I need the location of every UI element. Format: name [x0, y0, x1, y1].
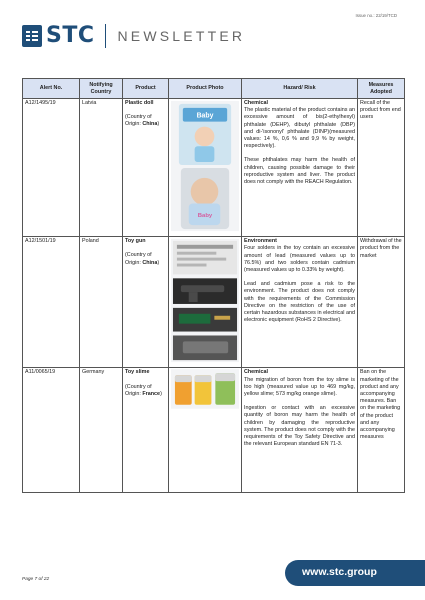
origin-country: China: [142, 121, 158, 128]
product-photo-cell: [169, 99, 242, 237]
col-header-alert-no: Alert No.: [23, 79, 80, 99]
table-row: [23, 99, 405, 237]
risk-description: The plastic material of the product contains an excessive amount of bis(2-ethylhexyl) phthalate (DEHP), dibutyl phthalate (DBP) and di-'isononyl' phthalate (DINP)(measured values: 14 %, 0,6 % and 9,9 % by weight, respectively).: [244, 107, 355, 150]
product-cell: [123, 368, 169, 493]
table-header-row: [23, 79, 405, 99]
hazard-risk-cell: [242, 237, 358, 368]
website-link[interactable]: www.stc.group: [302, 566, 377, 578]
risk-type: Chemical: [244, 369, 268, 376]
measures-adopted: Ban on the marketing of the product and any accompanying measures. Ban on the marketing of the product and any accompanying measures: [358, 368, 405, 493]
product-cell: [123, 237, 169, 368]
risk-consequence: Ingestion or contact with an excessive quantity of boron may harm the health of children by damaging the reproductive system. The product does not comply with the requirements of the Toy Safety Directive and the relevant European standard EN 71-3.: [244, 405, 355, 448]
svg-text:Baby: Baby: [197, 213, 213, 220]
alert-number: A12/1501/19: [23, 237, 80, 368]
measures-adopted: Withdrawal of the product from the market: [358, 237, 405, 368]
alerts-table: [22, 78, 405, 493]
toy-slime-photo: [171, 369, 239, 409]
origin-country: France: [142, 390, 161, 397]
risk-type: Environment: [244, 238, 277, 245]
col-header-product-photo: Product Photo: [169, 79, 242, 99]
col-header-notifying-country: Notifying Country: [80, 79, 123, 99]
country-of-origin: (Country of Origin: China): [125, 252, 160, 266]
product-cell: [123, 99, 169, 237]
product-photo-cell: [169, 237, 242, 368]
issue-number: Issue no.: 22/19/TCD: [355, 13, 397, 18]
risk-type: Chemical: [244, 100, 268, 106]
stc-logo-icon: [22, 25, 42, 47]
country-of-origin: (Country of Origin: China): [125, 114, 160, 128]
hazard-risk-cell: [242, 99, 358, 237]
table-row: [23, 237, 405, 368]
risk-consequence: These phthalates may harm the health of children, causing possible damage to their reproductive system and liver. The product does not comply with the REACH Regulation.: [244, 157, 355, 186]
alert-number: A11/0065/19: [23, 368, 80, 493]
product-name: Toy gun: [125, 238, 146, 245]
col-header-hazard-risk: Hazard/ Risk: [242, 79, 358, 99]
measures-adopted: Recall of the product from end users: [358, 99, 405, 237]
notifying-country: Germany: [80, 368, 123, 493]
page-number: Page 7 of 22: [22, 577, 50, 582]
header-divider: [105, 24, 106, 48]
notifying-country: Poland: [80, 237, 123, 368]
risk-description: The migration of boron from the toy slime is too high (measured value up to 469 mg/kg, yellow slime; 573 mg/kg orange slime).: [244, 376, 355, 398]
country-of-origin: (Country of Origin: France): [125, 383, 162, 397]
hazard-risk-cell: [242, 368, 358, 493]
col-header-measures-adopted: Measures Adopted: [358, 79, 405, 99]
newsletter-title: NEWSLETTER: [117, 28, 246, 44]
product-name: Toy slime: [125, 369, 150, 376]
svg-text:Baby: Baby: [196, 112, 214, 120]
risk-consequence: Lead and cadmium pose a risk to the environment. The product does not comply with the requirements of the Commission Directive on the restriction of the use of certain hazardous substances in electrical and electronic equipment (RoHS 2 Directive).: [244, 281, 355, 324]
notifying-country: Latvia: [80, 99, 123, 237]
logo-wordmark: STC: [46, 23, 95, 48]
risk-description: Four solders in the toy contain an excessive amount of lead (measured values up to 76.5%) and two solders contain cadmium (measured values up to 0.33% by weight).: [244, 245, 355, 274]
product-photo-cell: [169, 368, 242, 493]
table-row: [23, 368, 405, 493]
origin-country: China: [142, 259, 158, 266]
product-name: Plastic doll: [125, 100, 154, 106]
col-header-product: Product: [123, 79, 169, 99]
toy-gun-photo: [171, 238, 239, 363]
plastic-doll-photo: [171, 100, 239, 232]
stc-logo: [22, 24, 245, 48]
alert-number: A12/1495/19: [23, 99, 80, 237]
